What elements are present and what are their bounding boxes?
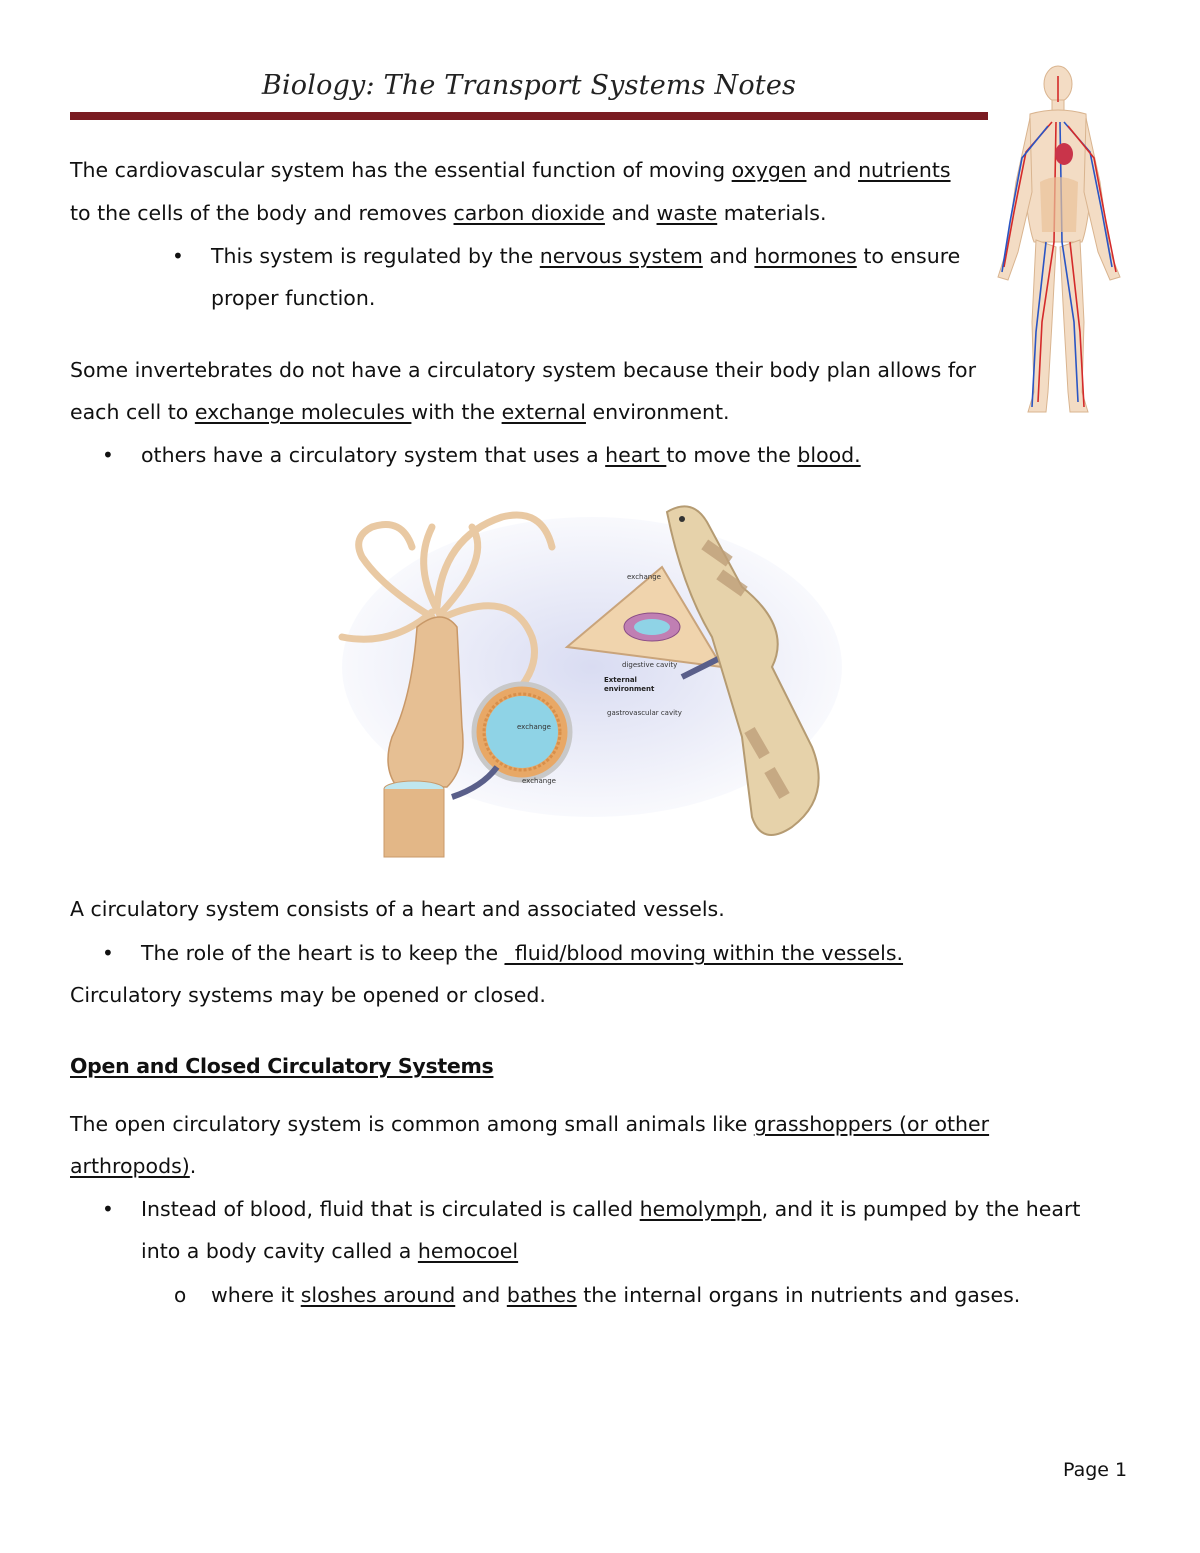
bullet-marker: • — [172, 244, 184, 268]
p1-line-1: The cardiovascular system has the essential function of moving oxygen and nutrients — [70, 158, 951, 182]
label-exchange-top: exchange — [627, 573, 661, 581]
bullet-marker: • — [102, 941, 114, 965]
label-external-1: External — [604, 676, 637, 684]
p2-line-2: each cell to exchange molecules with the external environment. — [70, 400, 730, 424]
label-digestive: digestive cavity — [622, 661, 678, 669]
p4-sub-bullet-line: where it sloshes around and bathes the internal organs in nutrients and gases. — [211, 1283, 1021, 1307]
bullet-marker: • — [102, 1197, 114, 1221]
p3-line-2: Circulatory systems may be opened or closed. — [70, 983, 546, 1007]
bullet-marker: • — [102, 443, 114, 467]
p2-bullet-line: others have a circulatory system that uses a heart to move the blood. — [141, 443, 861, 467]
title-rule — [70, 112, 988, 120]
human-circulatory-figure — [986, 62, 1138, 418]
p3-bullet-line: The role of the heart is to keep the _fluid/blood moving within the vessels. — [141, 941, 904, 965]
page-number: Page 1 — [1063, 1459, 1128, 1481]
label-exchange-bottom: exchange — [522, 777, 556, 785]
heart-icon — [1055, 143, 1073, 165]
p4-line-1: The open circulatory system is common among small animals like grasshoppers (or other — [70, 1112, 990, 1136]
invertebrate-exchange-figure — [322, 497, 852, 862]
p4-bullet-line-1: Instead of blood, fluid that is circulated is called hemolymph, and it is pumped by the heart — [141, 1197, 1081, 1221]
p2-line-1: Some invertebrates do not have a circulatory system because their body plan allows for — [70, 358, 977, 382]
p3-line-1: A circulatory system consists of a heart and associated vessels. — [70, 897, 725, 921]
p1-bullet-line-1: This system is regulated by the nervous system and hormones to ensure — [211, 244, 961, 268]
page-title: Biology: The Transport Systems Notes — [261, 70, 797, 101]
p1-line-2: to the cells of the body and removes carbon dioxide and waste materials. — [70, 201, 827, 225]
p1-bullet-line-2: proper function. — [211, 286, 376, 310]
section-heading: Open and Closed Circulatory Systems — [70, 1054, 494, 1078]
label-gastro: gastrovascular cavity — [607, 709, 682, 717]
label-exchange-mid: exchange — [517, 723, 551, 731]
p4-bullet-line-2: into a body cavity called a hemocoel — [141, 1239, 519, 1263]
label-external-2: environment — [604, 685, 655, 693]
sub-bullet-marker: o — [174, 1283, 187, 1307]
p4-line-2: arthropods). — [70, 1154, 197, 1178]
